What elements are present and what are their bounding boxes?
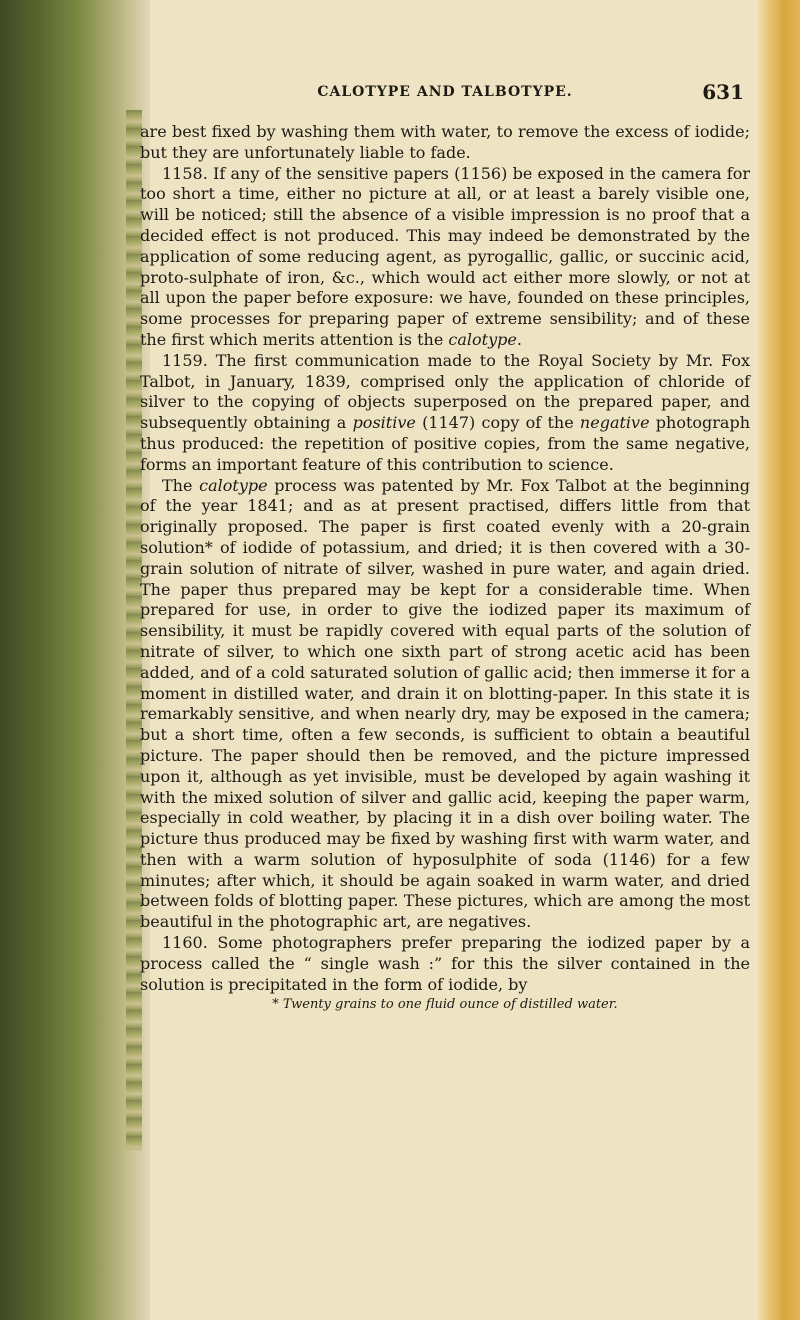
text-run: process was patented by Mr. Fox Talbot at the beginning of the year 1841; and as at present practised, differs little from that originally proposed. The paper is first coated evenly with a 20-grain solution* of iodide of potassium, and dried; it is then covered with a 30-grain solution of nitrate of silver, washed in pure water, and again dried. The paper thus prepared may be kept for a considerable time. When prepared for use, in order to give the iodized paper its maximum of sensibility, it must be rapidly covered with equal parts of the solution of nitrate of silver, to which one sixth part of strong acetic acid has been added, and of a cold saturated solution of gallic acid; then immerse it for a moment in distilled water, and drain it on blotting-paper. In this state it is remarkably sensitive, and when nearly dry, may be exposed in the camera; but a short time, often a few seconds, is sufficient to obtain a beautiful picture. The paper should then be removed, and the picture impressed upon it, although as yet invisible, must be developed by again washing it with the mixed solution of silver and gallic acid, keeping the paper warm, especially in cold weather, by placing it in a dish over boiling water. The picture thus produced may be fixed by washing first with warm water, and then with a warm solution of hyposulphite of soda (1146) for a few minutes; after which, it should be again soaked in warm water, and dried between folds of blotting paper. These pictures, which are among the most beautiful in the photographic art, are negatives. [140,475,751,932]
text-run: The [162,475,200,495]
text-run: are best fixed by washing them with water, to remove the excess of iodide; but they are unfortunately liable to fade. [140,122,750,162]
running-head: CALOTYPE AND TALBOTYPE. [317,84,573,100]
paragraph [140,476,750,934]
body-text [140,122,750,995]
book-page [140,72,750,1312]
italic-term: calotype [448,329,517,349]
footnote: * Twenty grains to one fluid ounce of distilled water. [272,997,618,1013]
paragraph [140,933,750,995]
page-right-edge [754,0,800,1320]
text-run: (1147) copy of the [415,413,580,433]
text-run: photograph thus produced: the repetition of positive copies, from the same negative, forms an important feature of this contribution to science. [140,413,750,474]
text-run: 1158. If any of the sensitive papers (1156) be exposed in the camera for too short a time, either no picture at all, or at least a barely visible one, will be noticed; still the absence of a visible impression is no proof that a decided effect is not produced. This may indeed be demonstrated by the application of some reducing agent, as pyrogallic, gallic, or succinic acid, proto-sulphate of iron, &c., which would act either more slowly, or not at all upon the paper before exposure: we have, founded on these principles, some processes for preparing paper of extreme sensibility; and of these the first which merits attention is the [140,163,750,349]
paragraph [140,122,750,164]
text-run: . [516,329,522,349]
page-number: 631 [702,80,744,104]
page-header [140,72,750,108]
text-run: 1159. The first communication made to the Royal Society by Mr. Fox Talbot, in January, 1839, comprised only the application of chloride of silver to the copying of objects superposed on the prepared paper, and subsequently obtaining a [140,350,750,433]
text-run: 1160. Some photographers prefer preparing the iodized paper by a process called the “ single wash :” for this the silver contained in the solution is precipitated in the form of iodide, by [140,933,750,994]
paragraph [140,164,750,351]
italic-term: calotype [199,475,268,495]
paragraph [140,351,750,476]
italic-term: negative [579,413,650,433]
italic-term: positive [352,413,416,433]
